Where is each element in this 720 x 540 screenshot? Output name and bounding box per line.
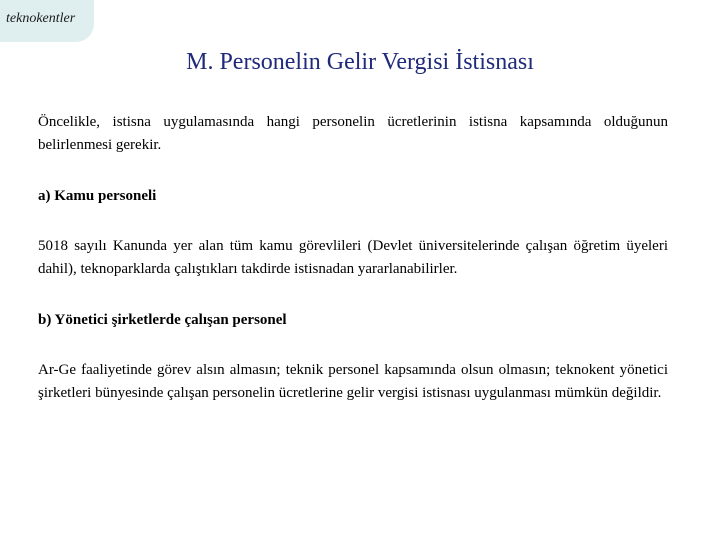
header-tab [0,0,94,42]
section-a-heading: a) Kamu personeli [38,188,157,204]
section-a-paragraph: 5018 sayılı Kanunda yer alan tüm kamu görevlileri (Devlet üniversitelerinde çalışan öğretim üyeleri dahil), teknoparklarda çalıştıkları takdirde istisnadan yararlanabilirler. [38,238,668,277]
content-area [38,111,668,405]
section-b-heading: b) Yönetici şirketlerde çalışan personel [38,312,287,328]
page-title: M. Personelin Gelir Vergisi İstisnası [186,49,534,75]
tab-label: teknokentler [6,11,76,26]
section-b-paragraph: Ar-Ge faaliyetinde görev alsın almasın; teknik personel kapsamında olsun olmasın; teknokent yönetici şirketleri bünyesinde çalışan personelin ücretlerine gelir vergisi istisnası uygulanması mümkün değildir. [38,362,668,401]
intro-paragraph: Öncelikle, istisna uygulamasında hangi personelin ücretlerinin istisna kapsamında olduğunun belirlenmesi gerekir. [38,114,668,153]
